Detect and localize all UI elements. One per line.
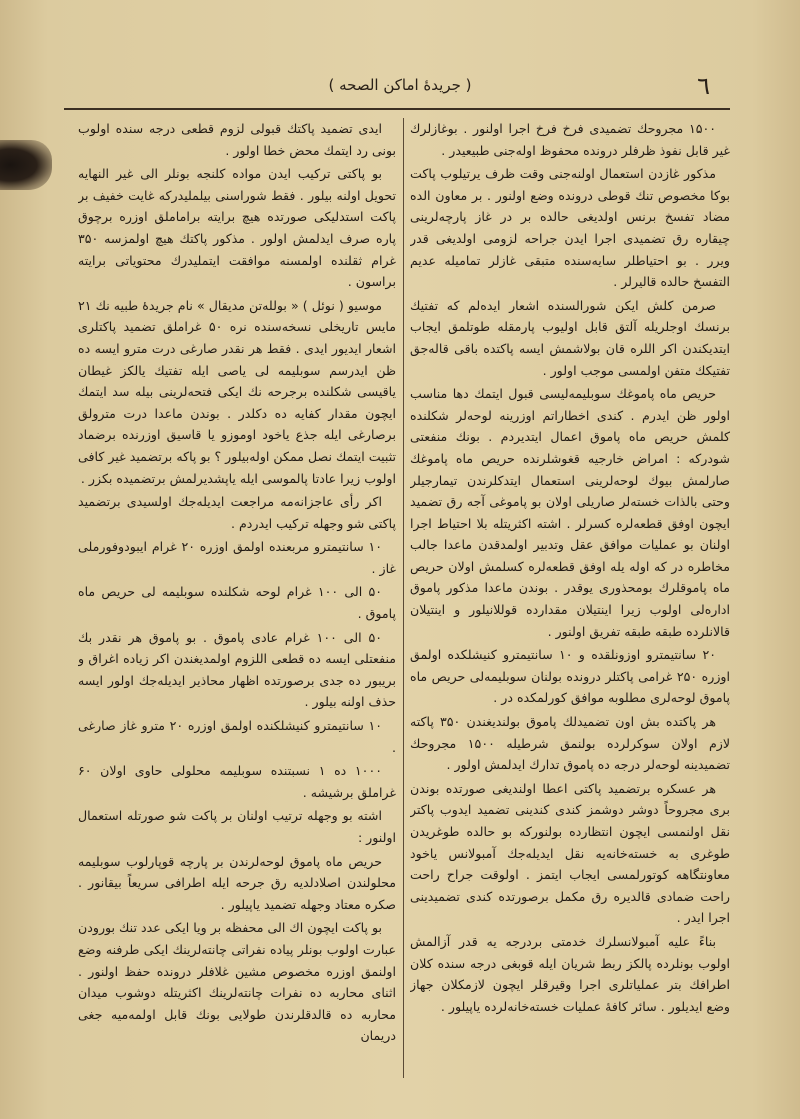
paragraph: بو پاکت ایچون اك الی محفظه بر ویا ایکی عدد تنك بورودن عبارت اولوب بونلر پیاده نفراتی چانتەلرینك ایکی طرفنه وضع اولنمق اوزره مخصوص مشین غلافلر درونده حفظ اولنور . اثنای محاربه ده نفرات چانتەلرینك اکثریتله دوشوب میدان محاربه ده قالدقلرندن طولایی بونك قابل اولمەمیه جغی دریمان	[78, 920, 396, 1044]
paragraph: ۱۰۰۰ ده ۱ نسبتنده سوبلیمه محلولی حاوی اولان ۶۰ غراملق برشیشه .	[78, 763, 396, 800]
running-title: ( جریدهٔ اماکن الصحه )	[328, 76, 472, 94]
right-column	[410, 118, 730, 1083]
paragraph: حریص ماه پاموغك سوبلیمەلیسی قبول ایتمك دها مناسب اولور ظن ایدرم . کندی اخطاراتم اوزرینه لوحەلر شکلنده کلمش حریص ماه پاموق اعمال ایتدیردم . بونك منفعتی شودرکه : امراض خارجیه قغوشلرنده حریص ماه پاموغك صارلمش بیوك لوحەلرینی استعمال ایتدکلرندن تیمارجیلر وحتی بالذات خستەلر صاریلی اولان بو پاموغی آجه رق تضمید ایچون اوفق قطعەلره کسرلر . اشته اکثریتله بلا احتیاط اجرا اولنان بو عملیات موافق عقل وتدبیر اولمدقدن ماعدا جالب مخاطره در که اوله یله اوفق قطعەلره کسلمش اولان حریص ماه پاموقلرك بومحذوری یوقدر . بوندن ماعدا مذکور پاموق ادارەلی اولوب زیرا اینتیلان مقدارده قوللانیلور و اینتیلان قالانلرده طبقه طبقه تفریق اولنور .	[410, 386, 730, 639]
ink-stain	[0, 140, 52, 190]
column-divider	[403, 118, 404, 1078]
paragraph: بناءً علیه آمبولانسلرك خدمتی بردرجه یه قدر آزالمش اولوب بونلرده پالکز ربط شریان ایله قوبغی درجه سنده کلان اطرافك بتر عملیاتلری اجرا وقیرقلر ایچون لازمکلان جهاز وضع ایدیلور . سائر کافهٔ عملیات خستەخانەلرده یاپیلور .	[410, 933, 730, 1014]
paragraph: ۱۵۰۰ مجروحك تضمیدی فرخ فرخ اجرا اولنور . بوغازلرك غیر قابل نفوذ ظرفلر درونده محفوظ اولەجنی طبیعیدر .	[410, 121, 730, 158]
paragraph: ۵۰ الی ۱۰۰ غرام عادی پاموق . بو پاموق هر نقدر بك منفعتلی ایسه ده قطعی اللزوم اولمدیغندن اکر زیاده اغراق و بریبور ده جدی برصورتده اظهار محاذیر ایدیلەجك اولور ایسه حذف اولنه بیلور .	[78, 629, 396, 710]
header-rule	[64, 108, 730, 110]
paragraph: اشته بو وجهله ترتیب اولنان بر پاکت شو صورتله استعمال اولنور :	[78, 808, 396, 845]
page-header	[70, 72, 730, 102]
paragraph: ایدی تضمید پاکتك قبولی لزوم قطعی درجه سنده اولوب بونی رد ایتمك محض خطا اولور .	[78, 121, 396, 158]
paragraph: ۱۰ سانتیمترو مربعنده اولمق اوزره ۲۰ غرام ایبودوفورملی غاز .	[78, 539, 396, 576]
paragraph: موسیو ( نوئل ) « بوللەتن مدیقال » نام جریدهٔ طبیه نك ۲۱ مایس تاریخلی نسخەسنده نره ۵۰ غراملق تضمید پاکتلری اشعار ایدیور ایدی . فقط هر نقدر صارغی درت مترو ایسه ده ظن ایدرسم سوبلیمه لی یاصی ایله تفتیك یالکز غیطان یاقیسی شکلنده برجرحه نك ایکی فتحەلرینی بیله سد ایتمك ایچون مقدار کفایه ده دکلدر . بوندن ماعدا درت مترولق برصارغی ایله جذع یاخود اوموزو یا قاسیق اوزرنده برضماد تثبیت ایتمك نصل ممکن اولەبیلور ؟ بو پاکه برتضمید غیر کافی اولوب زیرا عادتا پالموسی ایله یاپشدیرلمش برتضمیده بکزر .	[78, 297, 396, 486]
paragraph: ۱۰ سانتیمترو کنیشلکنده اولمق اوزره ۲۰ مترو غاز صارغی .	[78, 718, 396, 755]
paragraph: حریص ماه پاموق لوحەلرندن بر پارچه قوپارلوب سوبلیمه محلولندن اصلادلدیه رق جرحه ایله اطرافی سریعاً بیقانور . صکره معتاد وجهله تضمید یاپیلور .	[78, 853, 396, 912]
page-number: ٦	[697, 72, 710, 100]
paragraph: مذکور غازدن استعمال اولنەجنی وقت ظرف یرتیلوب پاکت بوکا مخصوص تنك قوطی درونده وضع اولنور . بر معاون الده مضاد تفسخ برنس اولدیغی حالده بر در غاز پارچەلرینی چیقاره رق تضمیدی اجرا ایدن جراحه لزومی اولدیغی قدر ویرر . بو احتیاطلر سایەسنده متبقی غازلر تمامیله عدیم التفسخ حالده قالیرلر .	[410, 166, 730, 290]
paragraph: صرمن كلش ایکن شورالسنده اشعار ایدەلم که تفتیك برنسك اوجلریله آلتق قابل اولیوب پارمقله طوتلمق ایجاب ایتدیکندن اکر اللره قان بولاشمش ایسه پاکتده باقی قالەجق تفتیکك متفن اولمسی موجب اولور .	[410, 297, 730, 378]
left-column	[78, 118, 396, 1083]
paragraph: هر پاکتده بش اون تضمیدلك پاموق بولندیغندن ۳۵۰ پاکته لازم اولان سوکرلرده بولنمق شرطیله ۱۵۰۰ مجروحك تضمیدینه لوحەلر درجه ده پاموق تدارك ایدلمش اولور .	[410, 714, 730, 773]
paragraph: اکر رأی عاجزانەمه مراجعت ایدیلەجك اولسیدی برتضمید پاکتی شو وجهله ترکیب ایدردم .	[78, 494, 396, 531]
paragraph: ۵۰ الی ۱۰۰ غرام لوحه شکلنده سوبلیمه لی حریص ماه پاموق .	[78, 584, 396, 622]
paragraph: بو پاکتی ترکیب ایدن مواده کلنجه بونلر الی غیر النهایه تحویل اولنه بیلور . فقط شوراسنی بیلملیدرکه غایت خفیف بر پاکت استدلیکی صورتده هیچ برایته براماملق اوزره برچوق پاره صرف ایدلمش اولور . مذکور پاکتك هیچ اولمزسه ۳۵۰ غرام ثقلنده اولمسنه موافقت ایتملیدرك محتویاتی برایته براسون .	[78, 166, 396, 290]
paragraph: هر عسکره برتضمید پاکتی اعطا اولندیغی صورتده بوندن بری مجروحاً دوشر دوشمز کندی کندینی تضمید ایدوب پاکتر نقل اولنمسی ایچون انتظارده بولنورکه بو حالده طوغریدن طوغری به خستەخانەیه نقل ایدیلەجك آمبولانس یاخود معاونتگاهه کوتورلمسی ایجاب ایتمز . اولوقت جراح راحت راحت ضمادی قالدیره رق مکمل برصورتده کندی تضمیدینی اجرا ایدر .	[410, 780, 730, 926]
paragraph: ۲۰ سانتیمترو اوزونلقده و ۱۰ سانتیمترو کنیشلکده اولمق اوزره ۲۵۰ غرامی پاکتلر درونده بولنان سوبلیمەلی حریص ماه پاموق لوحەلری مطلوبه موافق کورلمکده در .	[410, 647, 730, 706]
